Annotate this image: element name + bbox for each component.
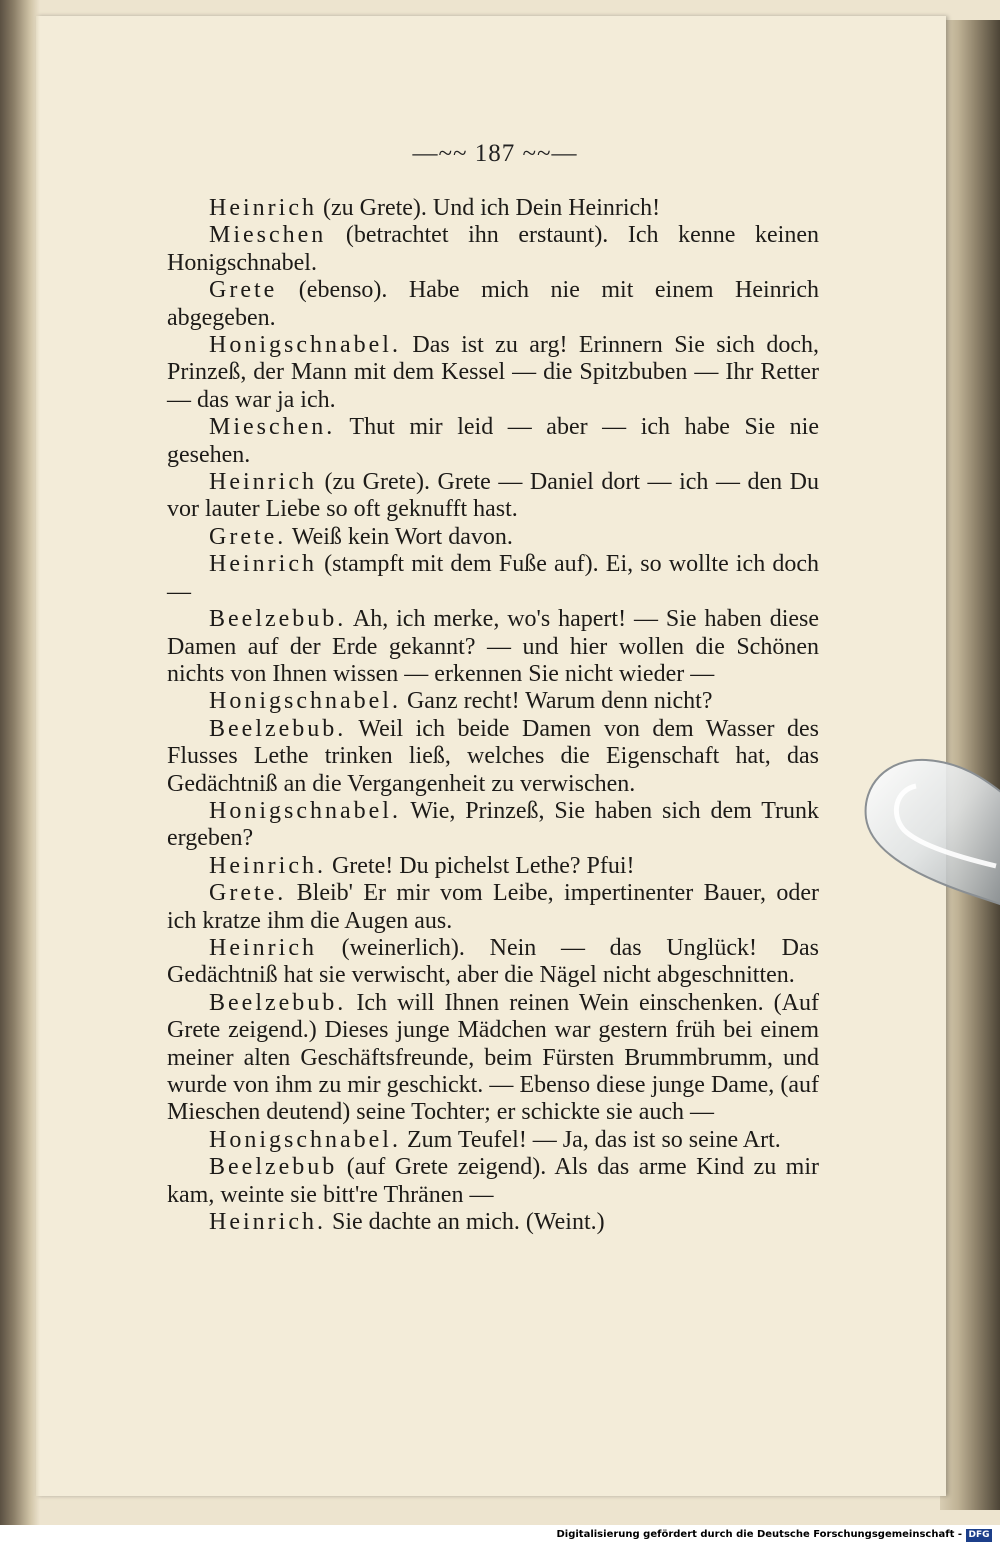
dialogue-text: (betrachtet ihn erstaunt). Ich kenne keinen Honigschnabel. — [167, 222, 819, 276]
dialogue-paragraph — [167, 1209, 819, 1236]
speaker-name: Beelzebub — [209, 1154, 338, 1181]
dialogue-text: Weiß kein Wort davon. — [286, 523, 513, 550]
dialogue-paragraph — [167, 222, 819, 277]
speaker-name: Beelzebub. — [209, 606, 347, 633]
dialogue-text: Ich will Ihnen reinen Wein einschenken. (Auf Grete zeigend.) Dieses junge Mädchen war gestern früh bei einem meiner alten Geschäftsfreunde, beim Fürsten Brummbrumm, und wurde von ihm zu mir geschickt. — Ebenso diese junge Dame, (auf Mieschen deutend) seine Tochter; er schickte sie auch — — [167, 989, 819, 1126]
dialogue-text: (zu Grete). Und ich Dein Heinrich! — [316, 195, 661, 221]
dialogue-text: Ganz recht! Warum denn nicht? — [400, 688, 713, 715]
dialogue-paragraph — [167, 277, 819, 332]
dialogue-text: Ah, ich merke, wo's hapert! — Sie haben diese Damen auf der Erde gekannt? — und hier wollen die Schönen nichts von Ihnen wissen — erkennen Sie nicht wieder — — [167, 606, 819, 687]
dialogue-paragraph — [167, 935, 819, 990]
speaker-name: Heinrich — [209, 551, 317, 578]
dfg-logo: DFG — [966, 1529, 992, 1542]
page-number: —~~ 187 ~~— — [412, 140, 578, 167]
speaker-name: Heinrich. — [209, 1209, 326, 1236]
speaker-name: Beelzebub. — [209, 715, 347, 742]
dialogue-paragraph — [167, 880, 819, 935]
binding-shadow — [0, 0, 40, 1525]
dialogue-paragraph — [167, 798, 819, 853]
speaker-name: Grete. — [209, 523, 287, 550]
play-text — [167, 195, 819, 1236]
page-clip — [856, 756, 1000, 906]
speaker-name: Heinrich — [209, 934, 317, 961]
dialogue-paragraph — [167, 332, 819, 414]
speaker-name: Honigschnabel. — [209, 332, 401, 359]
dialogue-text: Wie, Prinzeß, Sie haben sich dem Trunk ergeben? — [167, 797, 819, 852]
speaker-name: Heinrich — [209, 195, 317, 221]
dialogue-text: (zu Grete). Grete — Daniel dort — ich — den Du vor lauter Liebe so oft geknufft hast. — [167, 469, 819, 523]
dialogue-text: (stampft mit dem Fuße auf). Ei, so wollte ich doch — — [167, 551, 819, 605]
speaker-name: Grete — [209, 277, 278, 304]
dialogue-paragraph — [167, 551, 819, 606]
speaker-name: Beelzebub. — [209, 989, 347, 1016]
dialogue-text: (weinerlich). Nein — das Unglück! Das Gedächtniß hat sie verwischt, aber die Nägel nicht abgeschnitten. — [167, 934, 819, 989]
speaker-name: Honigschnabel. — [209, 688, 401, 715]
dialogue-paragraph — [167, 1154, 819, 1209]
dialogue-paragraph — [167, 414, 819, 469]
speaker-name: Grete. — [209, 880, 287, 907]
dialogue-text: (auf Grete zeigend). Als das arme Kind zu mir kam, weinte sie bitt're Thränen — — [167, 1154, 819, 1208]
dialogue-paragraph — [167, 688, 819, 715]
footer-text: Digitalisierung gefördert durch die Deutsche Forschungsgemeinschaft - — [556, 1529, 962, 1540]
dialogue-paragraph — [167, 606, 819, 688]
dialogue-paragraph — [167, 853, 819, 880]
speaker-name: Mieschen. — [209, 414, 336, 441]
dialogue-text: Bleib' Er mir vom Leibe, impertinenter Bauer, oder ich kratze ihm die Augen aus. — [167, 880, 819, 934]
speaker-name: Honigschnabel. — [209, 797, 401, 824]
speaker-name: Honigschnabel. — [209, 1126, 401, 1153]
speaker-name: Mieschen — [209, 222, 327, 249]
dialogue-paragraph — [167, 1127, 819, 1154]
dialogue-text: Das ist zu arg! Erinnern Sie sich doch, Prinzeß, der Mann mit dem Kessel — die Spitzbuben — Ihr Retter — das war ja ich. — [167, 332, 819, 413]
speaker-name: Heinrich. — [209, 852, 326, 879]
dialogue-text: Grete! Du pichelst Lethe? Pfui! — [325, 852, 635, 879]
dialogue-paragraph — [167, 469, 819, 524]
dialogue-text: Zum Teufel! — Ja, das ist so seine Art. — [400, 1126, 781, 1153]
dialogue-text: (ebenso). Habe mich nie mit einem Heinrich abgegeben. — [167, 277, 819, 331]
dialogue-text: Sie dachte an mich. (Weint.) — [325, 1209, 605, 1236]
dialogue-text: Thut mir leid — aber — ich habe Sie nie gesehen. — [167, 414, 819, 468]
dialogue-paragraph — [167, 716, 819, 798]
dialogue-paragraph — [167, 195, 819, 222]
speaker-name: Heinrich — [209, 469, 317, 496]
dialogue-paragraph — [167, 524, 819, 551]
dialogue-text: Weil ich beide Damen von dem Wasser des Flusses Lethe trinken ließ, welches die Eigenschaft hat, das Gedächtniß an die Vergangenheit zu verwischen. — [167, 715, 819, 797]
dialogue-paragraph — [167, 990, 819, 1127]
